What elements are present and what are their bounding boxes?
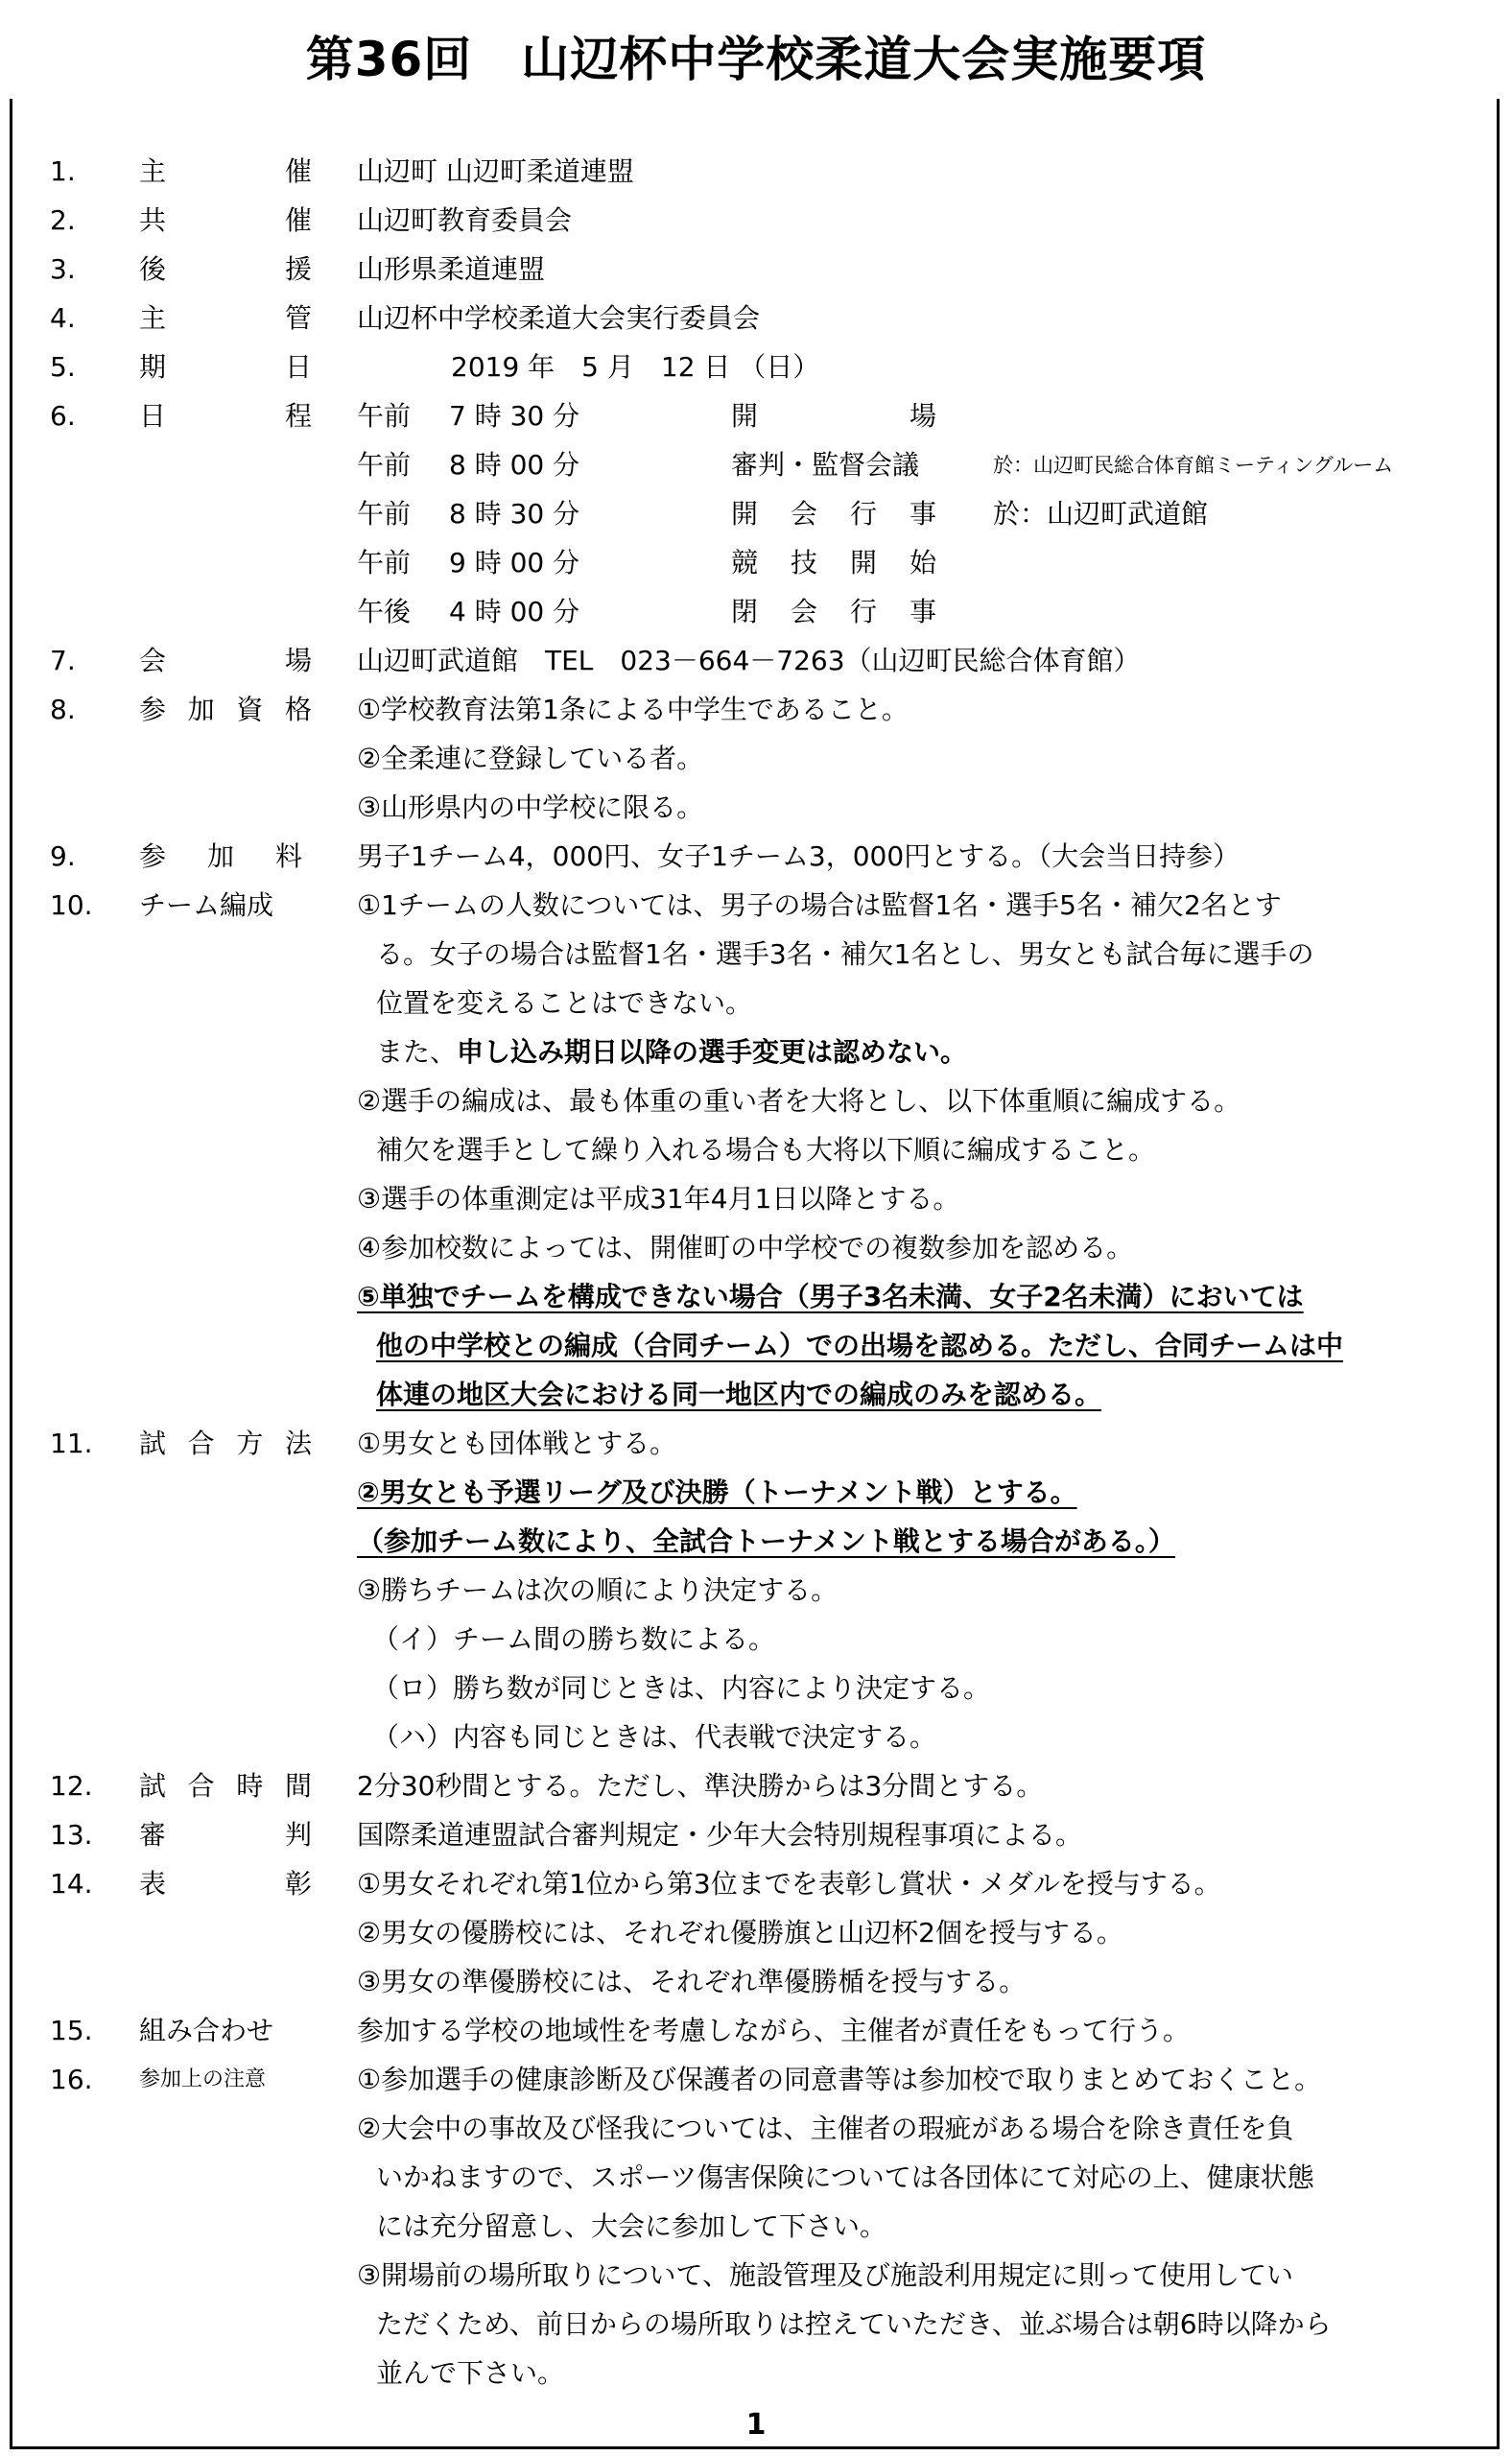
schedule-event: 審判・監督会議 — [731, 449, 920, 481]
item-text: 山辺町武道館 TEL 023－664－7263（山辺町民総合体育館） — [357, 645, 1141, 676]
item-text: ③勝ちチームは次の順により決定する。 — [357, 1574, 839, 1606]
item-text: 体連の地区大会における同一地区内での編成のみを認める。 — [376, 1379, 1102, 1410]
item-text: 山辺杯中学校柔道大会実行委員会 — [357, 302, 761, 334]
schedule-ampm: 午前 — [357, 498, 412, 530]
item-text: ①1チームの人数については、男子の場合は監督1名・選手5名・補欠2名とす — [357, 889, 1282, 921]
schedule-event: 閉 会 行 事 — [731, 596, 936, 627]
item-text: ③開場前の場所取りについて、施設管理及び施設利用規定に則って使用してい — [357, 2259, 1293, 2291]
item-text: 補欠を選手として繰り入れる場合も大将以下順に編成すること。 — [376, 1134, 1156, 1166]
item-number: 8. — [50, 694, 76, 725]
item-number: 6. — [50, 400, 76, 432]
item-number: 11. — [50, 1428, 93, 1459]
item-text: 山辺町教育委員会 — [357, 204, 573, 236]
item-label: 主 管 — [139, 302, 312, 334]
item-text: また、申し込み期日以降の選手変更は認めない。 — [376, 1036, 968, 1068]
item-label: 試 合 方 法 — [139, 1428, 312, 1459]
item-text: ①男女それぞれ第1位から第3位までを表彰し賞状・メダルを授与する。 — [357, 1868, 1221, 1900]
item-text: 2019 年 5 月 12 日 （日） — [451, 351, 820, 383]
item-text: 国際柔道連盟試合審判規定・少年大会特別規程事項による。 — [357, 1819, 1083, 1851]
item-text: ②大会中の事故及び怪我については、主催者の瑕疵がある場合を除き責任を負 — [357, 2113, 1294, 2144]
item-text: ④参加校数によっては、開催町の中学校での複数参加を認める。 — [357, 1232, 1134, 1263]
schedule-ampm: 午前 — [357, 400, 412, 432]
item-label: 後 援 — [139, 253, 312, 285]
item-text: ②選手の編成は、最も体重の重い者を大将とし、以下体重順に編成する。 — [357, 1085, 1241, 1117]
item-text: ①学校教育法第1条による中学生であること。 — [357, 694, 909, 725]
schedule-time: 9 時 00 分 — [449, 547, 580, 579]
item-text: （ハ）内容も同じときは、代表戦で決定する。 — [372, 1721, 937, 1753]
schedule-event: 開 会 行 事 — [731, 498, 936, 530]
item-text: ②男女とも予選リーグ及び決勝（トーナメント戦）とする。 — [357, 1476, 1077, 1508]
schedule-time: 4 時 00 分 — [449, 596, 580, 627]
item-label: 期 日 — [139, 351, 312, 383]
item-text: 他の中学校との編成（合同チーム）での出場を認める。ただし、合同チームは中 — [376, 1330, 1344, 1361]
item-label: 主 催 — [139, 155, 312, 187]
schedule-event: 開 場 — [731, 400, 936, 432]
item-number: 4. — [50, 302, 76, 334]
schedule-time: 8 時 00 分 — [449, 449, 580, 481]
schedule-time: 8 時 30 分 — [449, 498, 580, 530]
item-text: 山辺町 山辺町柔道連盟 — [357, 155, 634, 187]
schedule-location: 於：山辺町民総合体育館ミーティングルーム — [993, 454, 1394, 477]
schedule-ampm: 午後 — [357, 596, 412, 627]
item-text: 参加する学校の地域性を考慮しながら、主催者が責任をもって行う。 — [357, 2015, 1191, 2046]
item-text: ③山形県内の中学校に限る。 — [357, 791, 704, 823]
schedule-event: 競 技 開 始 — [731, 547, 936, 579]
item-text: （参加チーム数により、全試合トーナメント戦とする場合がある。） — [357, 1525, 1175, 1557]
item-number: 13. — [50, 1819, 93, 1851]
schedule-ampm: 午前 — [357, 547, 412, 579]
item-number: 1. — [50, 155, 76, 187]
item-text: ①男女とも団体戦とする。 — [357, 1428, 677, 1459]
item-text: 並んで下さい。 — [376, 2357, 565, 2389]
item-number: 16. — [50, 2064, 93, 2095]
item-text: には充分留意し、大会に参加して下さい。 — [376, 2210, 887, 2242]
item-text: （ロ）勝ち数が同じときは、内容により決定する。 — [372, 1672, 991, 1704]
item-number: 12. — [50, 1770, 93, 1802]
item-text: 山形県柔道連盟 — [357, 253, 546, 285]
item-number: 5. — [50, 351, 76, 383]
item-label: 参 加 資 格 — [139, 694, 312, 725]
schedule-location: 於：山辺町武道館 — [993, 498, 1209, 530]
item-number: 9. — [50, 840, 76, 872]
item-number: 3. — [50, 253, 76, 285]
item-text: ②男女の優勝校には、それぞれ優勝旗と山辺杯2個を授与する。 — [357, 1917, 1123, 1948]
item-number: 7. — [50, 645, 76, 676]
item-label: 参 加 料 — [139, 840, 302, 872]
page-number: 1 — [745, 2408, 767, 2442]
item-number: 10. — [50, 889, 93, 921]
item-label: チーム編成 — [139, 889, 274, 921]
schedule-ampm: 午前 — [357, 449, 412, 481]
item-text: いかねますので、スポーツ傷害保険については各団体にて対応の上、健康状態 — [376, 2161, 1314, 2193]
item-text: ⑤単独でチームを構成できない場合（男子3名未満、女子2名未満）においては — [357, 1281, 1304, 1312]
item-text: ただくため、前日からの場所取りは控えていただき、並ぶ場合は朝6時以降から — [376, 2308, 1332, 2340]
item-text: （イ）チーム間の勝ち数による。 — [372, 1623, 776, 1655]
item-label: 共 催 — [139, 204, 312, 236]
document-title: 第36回 山辺杯中学校柔道大会実施要項 — [305, 32, 1207, 87]
item-text: る。女子の場合は監督1名・選手3名・補欠1名とし、男女とも試合毎に選手の — [376, 938, 1314, 970]
item-label: 審 判 — [139, 1819, 312, 1851]
schedule-time: 7 時 30 分 — [449, 400, 580, 432]
item-text: ②全柔連に登録している者。 — [357, 743, 704, 774]
item-label: 表 彰 — [139, 1868, 312, 1900]
item-label: 参加上の注意 — [139, 2067, 267, 2091]
item-number: 15. — [50, 2015, 93, 2046]
item-text: 2分30秒間とする。ただし、準決勝からは3分間とする。 — [357, 1770, 1044, 1802]
item-text: ③選手の体重測定は平成31年4月1日以降とする。 — [357, 1183, 960, 1215]
item-label: 試 合 時 間 — [139, 1770, 312, 1802]
item-number: 2. — [50, 204, 76, 236]
item-label: 日 程 — [139, 400, 312, 432]
item-text: ③男女の準優勝校には、それぞれ準優勝楯を授与する。 — [357, 1966, 1027, 1997]
item-number: 14. — [50, 1868, 93, 1900]
item-label: 組み合わせ — [139, 2015, 274, 2046]
item-text: ①参加選手の健康診断及び保護者の同意書等は参加校で取りまとめておくこと。 — [357, 2064, 1322, 2095]
item-text: 位置を変えることはできない。 — [376, 987, 753, 1019]
item-label: 会 場 — [139, 645, 312, 676]
item-text: 男子1チーム4，000円、女子1チーム3，000円とする。（大会当日持参） — [357, 840, 1240, 872]
